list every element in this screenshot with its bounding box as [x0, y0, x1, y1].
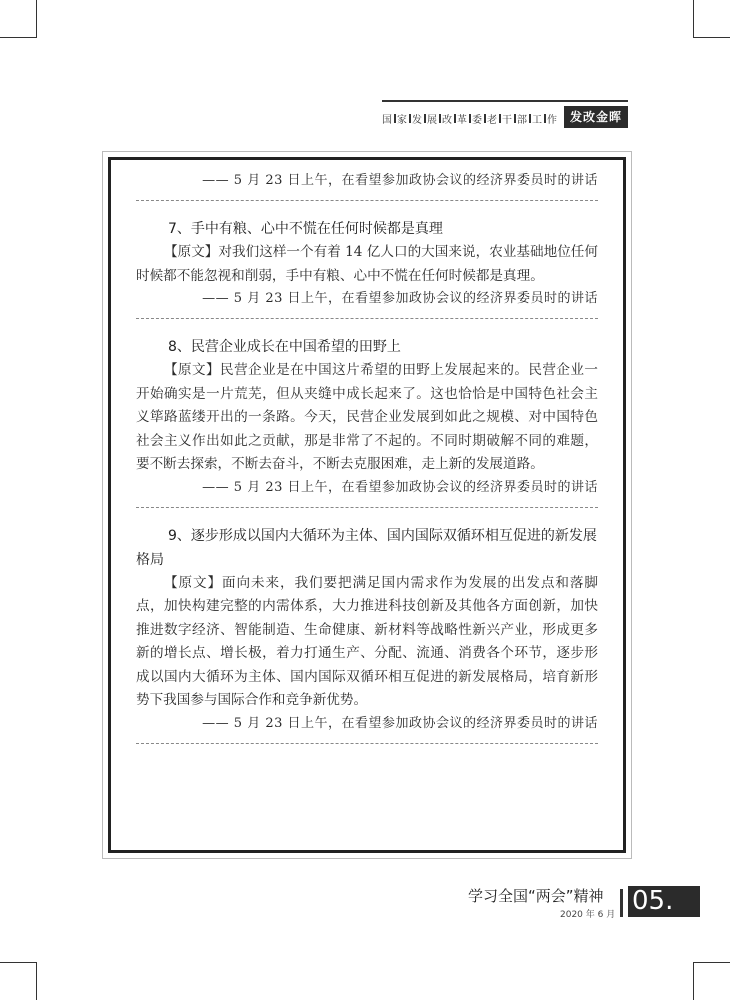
page-number: 05. [628, 886, 700, 917]
header-char: 部 [517, 115, 527, 126]
crop-mark [36, 0, 37, 38]
header-separator [394, 114, 396, 123]
crop-mark [0, 962, 37, 963]
header-separator [454, 114, 456, 123]
footer-divider [620, 889, 623, 917]
header-rule [382, 100, 628, 102]
crop-mark [693, 37, 730, 38]
header-separator [439, 114, 441, 123]
crop-mark [693, 962, 694, 1000]
crop-mark [0, 37, 37, 38]
section-title: 8、民营企业成长在中国希望的田野上 [168, 339, 401, 355]
dotted-divider [136, 507, 598, 508]
header-organization [382, 111, 557, 126]
header-separator [484, 114, 486, 123]
header-separator [529, 114, 531, 123]
running-header [382, 100, 628, 130]
attribution: —— 5 月 23 日上午，在看望参加政协会议的经济界委员时的讲话 [202, 173, 598, 188]
section-paragraph: 【原文】民营企业是在中国这片希望的田野上发展起来的。民营企业一开始确实是一片荒芜，但从夹缝中成长起来了。这也恰恰是中国特色社会主义筚路蓝缕开出的一条路。今天，民营企业发展到如此之规模、对中国特色社会主义作出如此之贡献，那是非常了不起的。不同时期破解不同的难题，要不断去探索，不断去奋斗，不断去克服困难，走上新的发展道路。 [136, 362, 598, 472]
section-title: 9、逐步形成以国内大循环为主体、国内国际双循环相互促进的新发展格局 [136, 527, 597, 568]
section-9 [136, 524, 598, 735]
attribution: —— 5 月 23 日上午，在看望参加政协会议的经济界委员时的讲话 [202, 291, 598, 306]
header-char: 国 [382, 115, 392, 126]
dotted-divider [136, 318, 598, 319]
header-char: 发 [412, 115, 422, 126]
header-char: 干 [502, 115, 512, 126]
header-char: 改 [442, 115, 452, 126]
section-paragraph: 【原文】对我们这样一个有着 14 亿人口的大国来说，农业基础地位任何时候都不能忽视和削弱，手中有粮、心中不慌在任何时候都是真理。 [136, 244, 598, 284]
section-8 [136, 335, 598, 499]
header-separator [469, 114, 471, 123]
article-content [136, 170, 598, 760]
header-char: 展 [427, 115, 437, 126]
header-char: 工 [532, 115, 542, 126]
header-badge: 发改金晖 [564, 106, 628, 128]
crop-mark [693, 0, 694, 38]
header-separator [544, 114, 546, 123]
dotted-divider [136, 200, 598, 201]
section-paragraph: 【原文】面向未来，我们要把满足国内需求作为发展的出发点和落脚点，加快构建完整的内需体系，大力推进科技创新及其他各方面创新，加快推进数字经济、智能制造、生命健康、新材料等战略性新兴产业，形成更多新的增长点、增长极，着力打通生产、分配、流通、消费各个环节，逐步形成以国内大循环为主体、国内国际双循环相互促进的新发展格局，培育新形势下我国参与国际合作和竞争新优势。 [136, 574, 598, 708]
header-separator [424, 114, 426, 123]
footer-title: 学习全国“两会”精神 [468, 887, 604, 905]
header-separator [514, 114, 516, 123]
footer-date: 2020 年 6 月 [560, 910, 616, 920]
attribution: —— 5 月 23 日上午，在看望参加政协会议的经济界委员时的讲话 [202, 715, 598, 731]
header-char: 家 [397, 115, 407, 126]
header-separator [499, 114, 501, 123]
section-7 [136, 217, 598, 310]
crop-mark [36, 962, 37, 1000]
header-char: 委 [472, 115, 482, 126]
header-separator [409, 114, 411, 123]
header-char: 革 [457, 115, 467, 126]
attribution: —— 5 月 23 日上午，在看望参加政协会议的经济界委员时的讲话 [202, 479, 598, 495]
header-char: 作 [547, 115, 557, 126]
crop-mark [693, 962, 730, 963]
header-char: 老 [487, 115, 497, 126]
section-title: 7、手中有粮、心中不慌在任何时候都是真理 [168, 221, 443, 237]
dotted-divider [136, 743, 598, 744]
